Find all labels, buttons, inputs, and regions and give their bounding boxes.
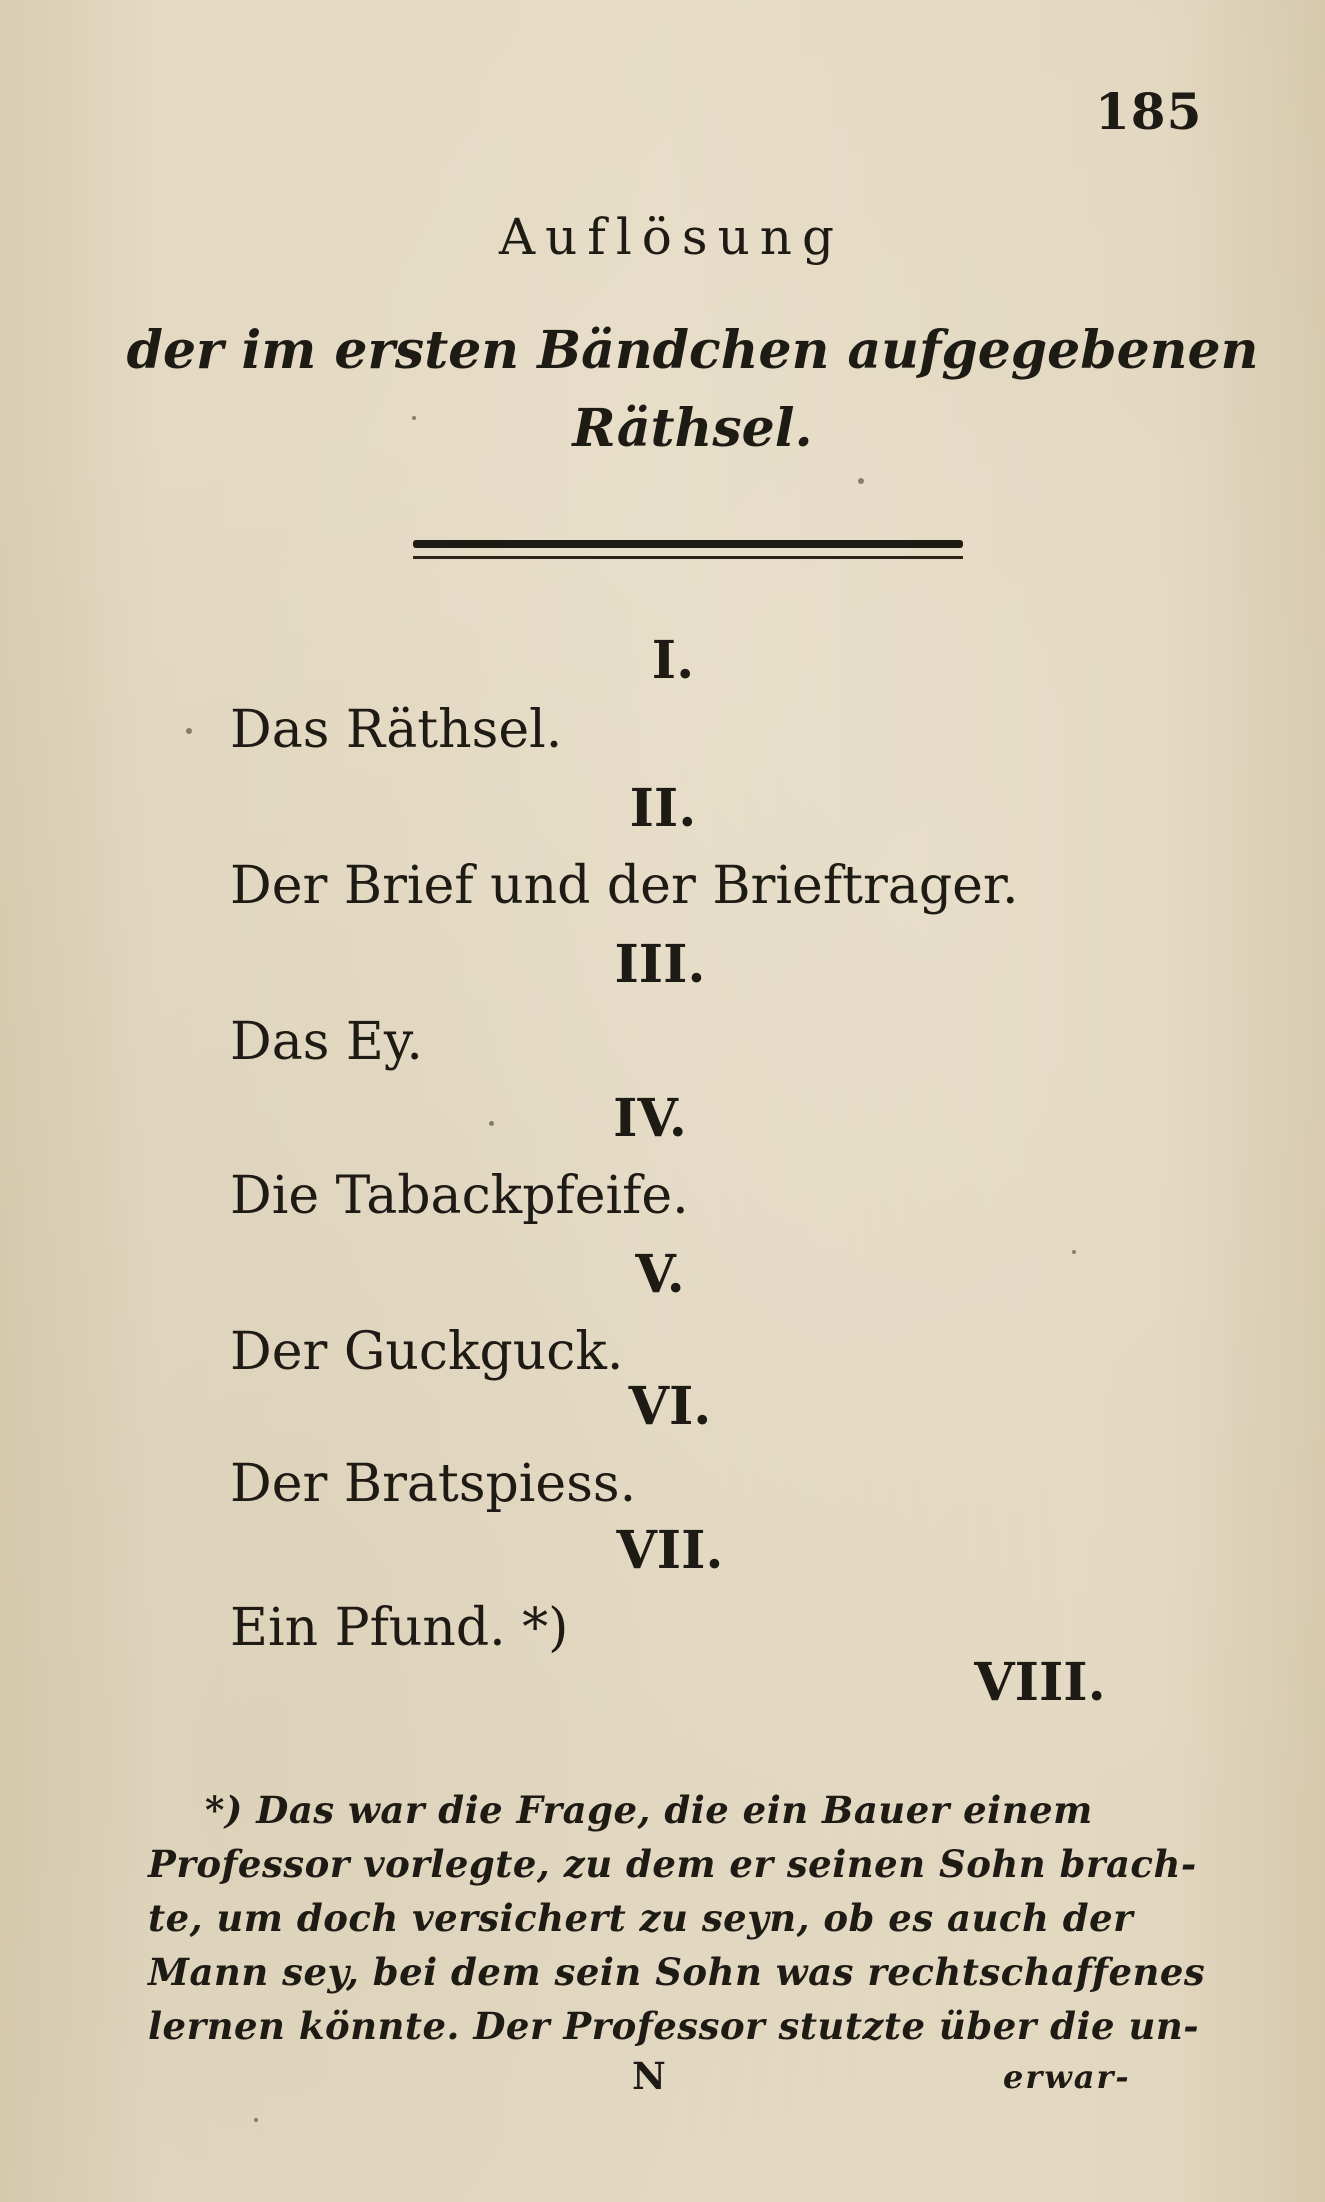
riddle-numeral: VII. (616, 1520, 724, 1581)
riddle-answer: Der Brief und der Brieftrager. (230, 856, 1019, 916)
footnote-line: te, um doch versichert zu seyn, ob es auch der (148, 1896, 1134, 1940)
footnote-line: Mann sey, bei dem sein Sohn was rechtschaffenes (148, 1950, 1206, 1994)
signature-mark: N (632, 2054, 666, 2098)
riddle-answer: Der Bratspiess. (230, 1454, 637, 1514)
ink-speck (254, 2118, 258, 2122)
ink-speck (412, 416, 416, 420)
footnote-line: lernen könnte. Der Professor stutzte über die un- (148, 2004, 1200, 2048)
ink-speck (186, 728, 192, 734)
page-title: Auflösung (499, 208, 844, 266)
footnote-line: Professor vorlegte, zu dem er seinen Sohn brach- (148, 1842, 1197, 1886)
riddle-answer: Ein Pfund. *) (230, 1598, 569, 1658)
footnote-line: *) Das war die Frage, die ein Bauer einem (205, 1788, 1093, 1832)
riddle-numeral: VI. (628, 1376, 712, 1437)
catchword: erwar- (1003, 2058, 1131, 2096)
riddle-answer: Die Tabackpfeife. (230, 1166, 689, 1226)
ink-speck (858, 478, 864, 484)
riddle-numeral: V. (635, 1244, 685, 1305)
page-number: 185 (1095, 82, 1203, 141)
ink-speck (1072, 1250, 1076, 1254)
page-subtitle-line-2: Räthsel. (572, 398, 813, 459)
title-rule-thin (413, 556, 963, 559)
riddle-numeral: II. (629, 778, 697, 839)
riddle-answer: Das Ey. (230, 1012, 423, 1072)
riddle-answer: Der Guckguck. (230, 1322, 624, 1382)
riddle-numeral: I. (651, 630, 695, 691)
ink-speck (489, 1121, 494, 1126)
title-rule-thick (413, 540, 963, 548)
riddle-numeral: IV. (613, 1088, 687, 1149)
page-subtitle-line-1: der im ersten Bändchen aufgegebenen (126, 320, 1259, 381)
riddle-numeral: III. (614, 934, 706, 995)
riddle-answer: Das Räthsel. (230, 700, 563, 760)
riddle-numeral: VIII. (974, 1652, 1106, 1713)
